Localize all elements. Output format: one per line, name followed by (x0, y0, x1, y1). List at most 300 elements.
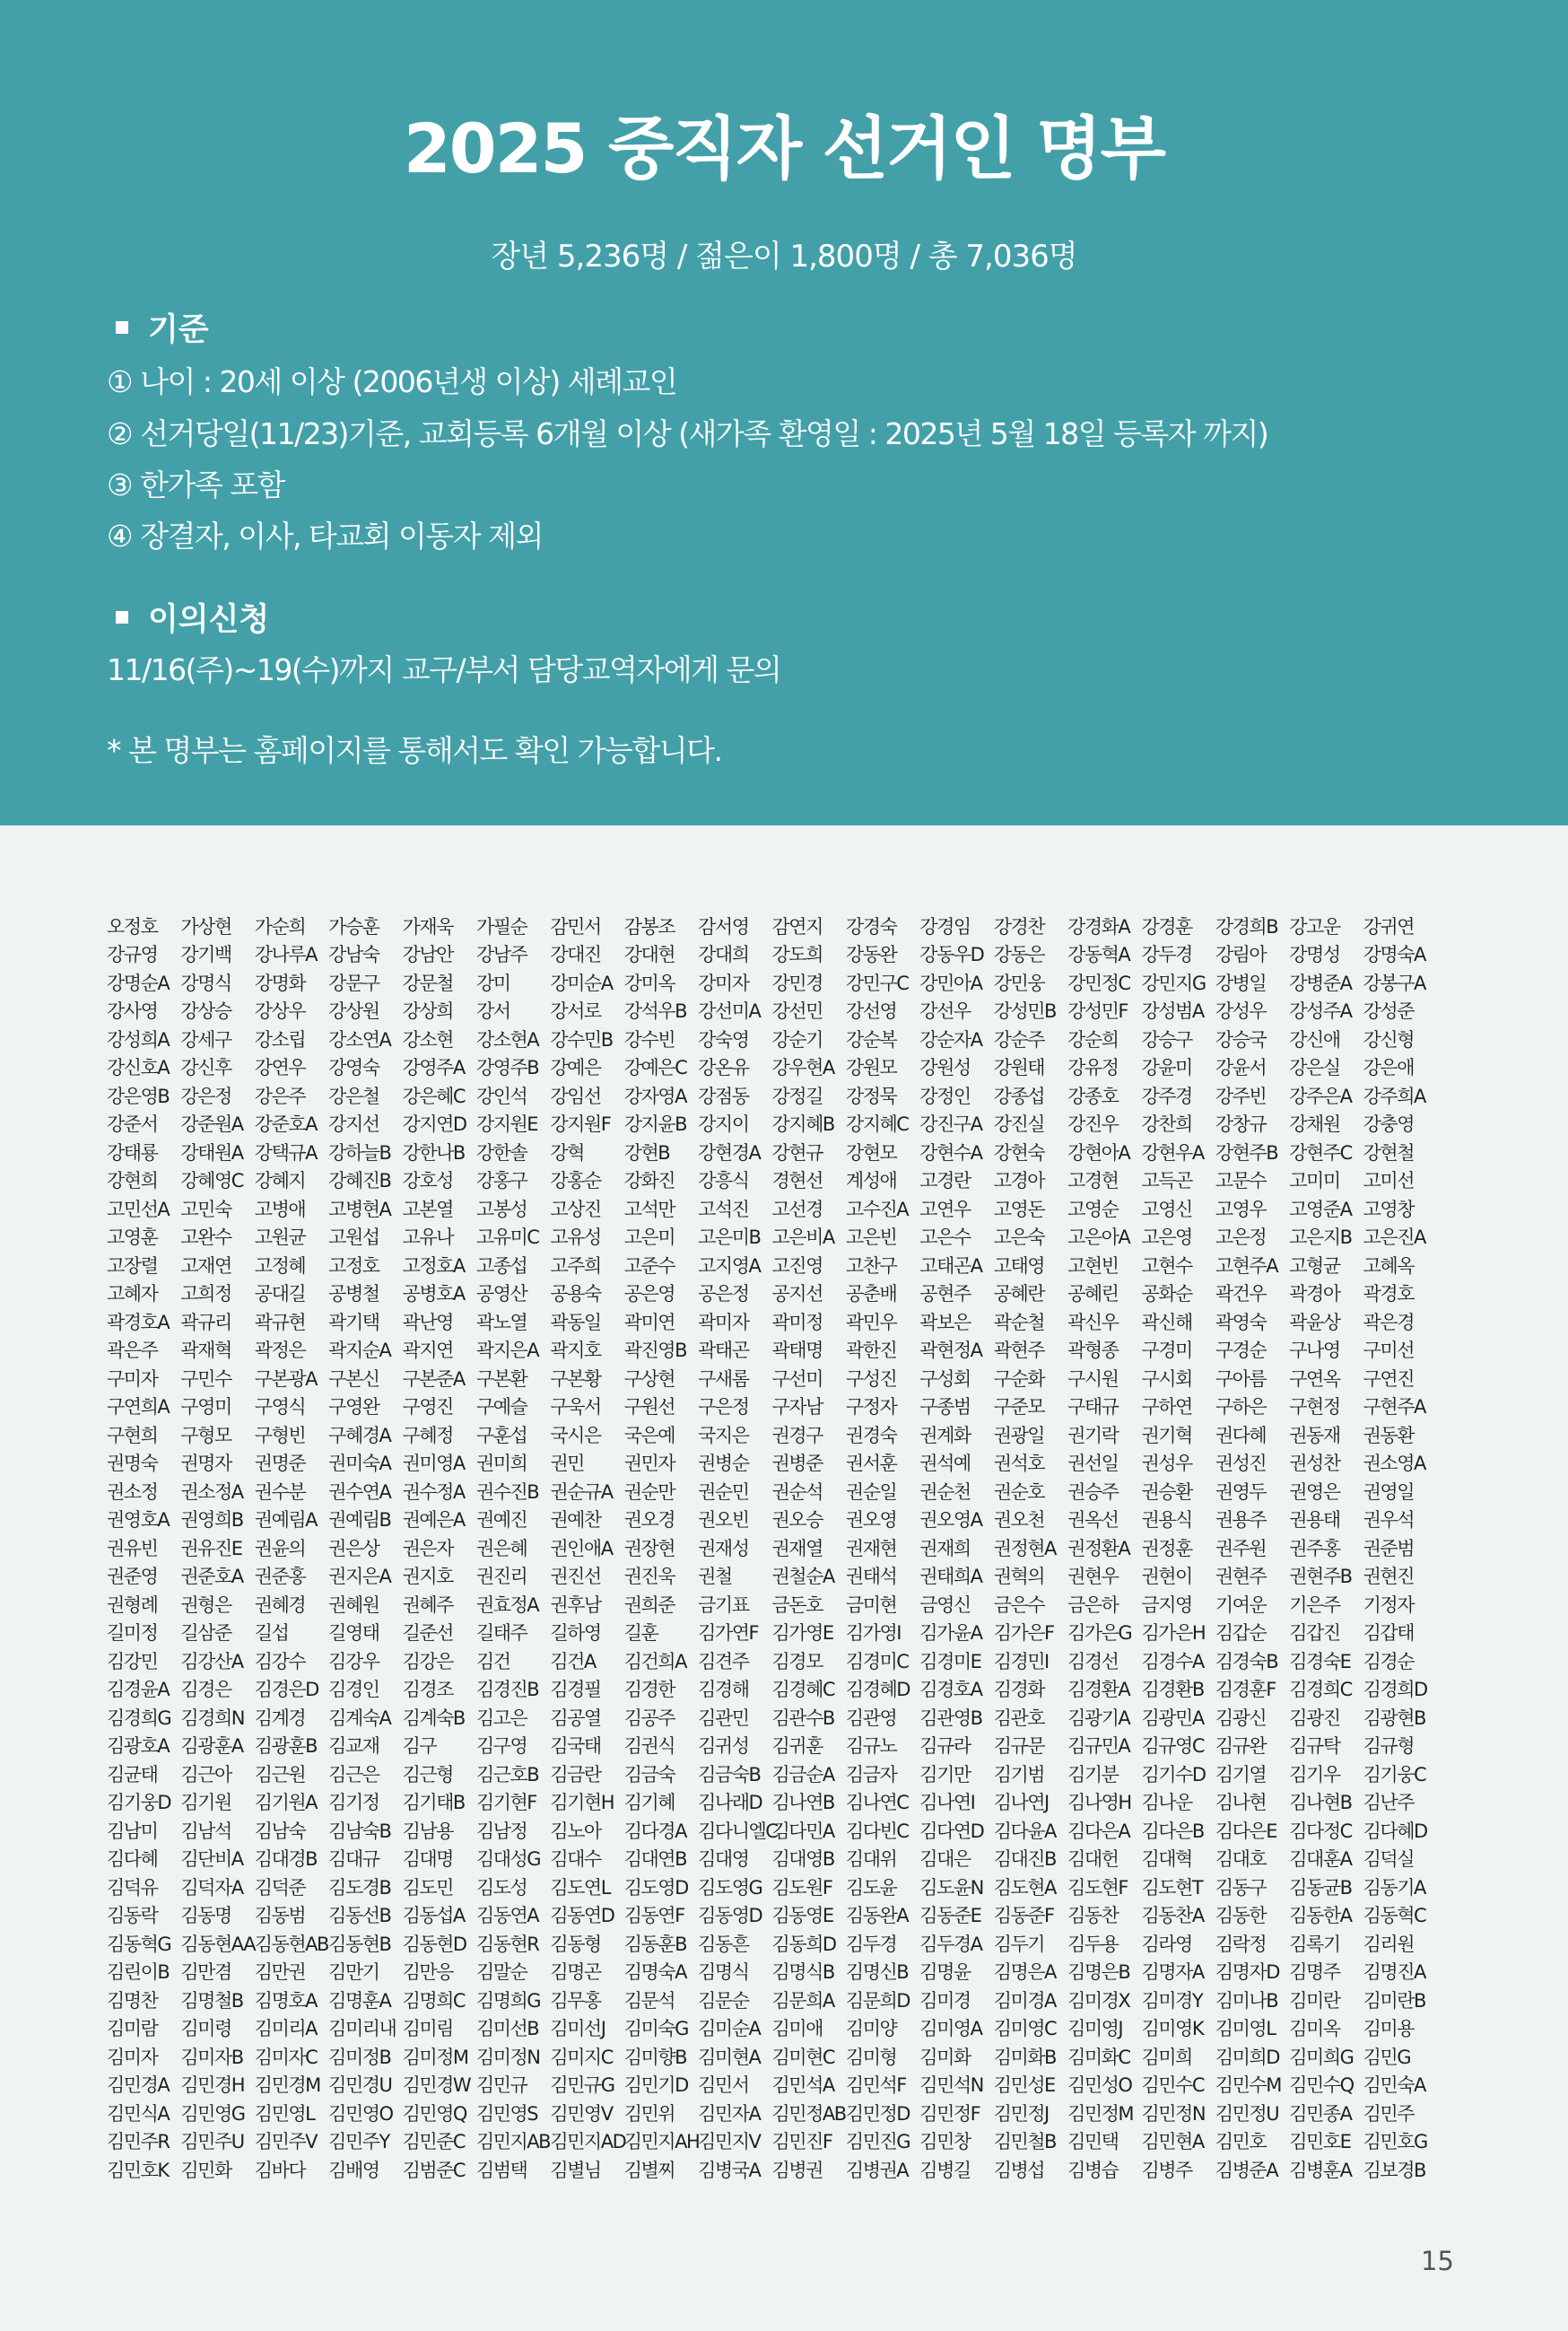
voter-name: 강준호A (254, 1113, 318, 1136)
name-row (107, 912, 1437, 940)
voter-name: 김남숙 (254, 1820, 306, 1842)
voter-name: 김미림 (402, 2018, 453, 2040)
voter-name: 김명희G (475, 1989, 541, 2012)
voter-name: 김남석 (180, 1820, 231, 1842)
voter-name: 김경민I (993, 1650, 1049, 1672)
voter-name: 김민성E (993, 2074, 1055, 2097)
voter-name-list (107, 912, 1437, 2184)
voter-name: 강승구 (1141, 1028, 1192, 1051)
voter-name: 김구영 (475, 1735, 527, 1758)
voter-name: 김경혜C (771, 1679, 835, 1701)
voter-name: 김록기 (1289, 1933, 1340, 1955)
voter-name: 김별찌 (623, 2159, 675, 2181)
voter-name: 강신후 (180, 1057, 231, 1079)
criteria-item-1: ① 나이 : 20세 이상 (2006년생 이상) 세례교인 (107, 364, 677, 399)
voter-name: 강두경 (1141, 944, 1192, 966)
voter-name: 강미순A (550, 972, 613, 994)
voter-name: 김금숙 (623, 1763, 675, 1785)
voter-name: 김가은G (1067, 1622, 1132, 1645)
voter-name: 구하은 (1215, 1396, 1267, 1419)
voter-name: 권동재 (1289, 1424, 1340, 1446)
voter-name: 김경조 (402, 1679, 453, 1701)
voter-name: 권현이 (1141, 1566, 1192, 1588)
name-row (107, 1675, 1437, 1704)
voter-name: 김민기D (623, 2074, 688, 2097)
voter-name: 강정묵 (845, 1085, 897, 1107)
voter-name: 김동락 (107, 1905, 158, 1927)
voter-name: 강은혜C (402, 1085, 466, 1107)
voter-name: 곽형종 (1067, 1340, 1119, 1362)
voter-name: 강경찬 (993, 915, 1045, 938)
voter-name: 구형모 (180, 1424, 231, 1446)
voter-name: 고은수 (919, 1227, 971, 1249)
voter-name: 권영일 (1363, 1480, 1414, 1503)
voter-name: 김대명 (402, 1848, 453, 1871)
voter-name: 김민준C (402, 2131, 466, 2153)
voter-name: 강은주 (254, 1085, 306, 1107)
voter-name: 권순석 (771, 1480, 823, 1503)
voter-name: 김교재 (328, 1735, 379, 1758)
voter-name: 김병길 (919, 2159, 971, 2181)
voter-name: 김명곤 (550, 1961, 601, 1984)
voter-name: 강주경 (1141, 1085, 1192, 1107)
voter-name: 강임선 (550, 1085, 601, 1107)
voter-name: 권수정A (402, 1480, 465, 1503)
voter-name: 구선미 (771, 1367, 823, 1390)
voter-name: 강동완 (845, 944, 897, 966)
voter-name: 강은철 (328, 1085, 379, 1107)
voter-name: 김나영H (1067, 1792, 1131, 1814)
voter-name: 김관수B (771, 1707, 834, 1729)
voter-name: 권미숙A (328, 1453, 391, 1475)
voter-name: 구준모 (993, 1396, 1045, 1419)
voter-name: 고영순 (1067, 1198, 1119, 1220)
voter-name: 강대희 (698, 944, 749, 966)
voter-name: 권병준 (771, 1453, 823, 1475)
voter-name: 권영두 (1215, 1480, 1267, 1503)
voter-name: 강기백 (180, 944, 231, 966)
voter-name: 고찬구 (845, 1254, 897, 1277)
voter-name: 곽순철 (993, 1311, 1045, 1333)
voter-name: 강호성 (402, 1170, 453, 1192)
voter-name: 김명호A (254, 1989, 318, 2012)
voter-name: 김근원 (254, 1763, 306, 1785)
voter-name: 강성우 (1215, 1000, 1267, 1023)
voter-name: 김민영L (254, 2102, 315, 2125)
voter-name: 김경해 (698, 1679, 749, 1701)
voter-name: 공용숙 (550, 1283, 601, 1305)
voter-name: 강명숙A (1363, 944, 1425, 966)
name-row (107, 1477, 1437, 1506)
voter-name: 김미화 (919, 2046, 971, 2068)
square-bullet-icon (116, 321, 128, 334)
name-row (107, 1336, 1437, 1365)
voter-name: 권혁의 (993, 1566, 1045, 1588)
voter-name: 계성애 (845, 1170, 897, 1192)
voter-name: 김다은A (1067, 1820, 1130, 1842)
voter-name: 강한솔 (475, 1141, 527, 1164)
criteria-item-2: ② 선거당일(11/23)기준, 교회등록 6개월 이상 (새가족 환영일 : 2025년 5월 18일 등록자 까지) (107, 416, 1268, 451)
voter-name: 고은정 (1215, 1227, 1267, 1249)
voter-name: 김건희A (623, 1650, 686, 1672)
voter-name: 김광기A (1067, 1707, 1130, 1729)
voter-name: 김민정F (919, 2102, 980, 2125)
voter-name: 김기웅D (107, 1792, 171, 1814)
voter-name: 고문수 (1215, 1170, 1267, 1192)
voter-name: 고현수 (1141, 1254, 1192, 1277)
voter-name: 김가은F (993, 1622, 1054, 1645)
voter-name: 김도연L (550, 1876, 610, 1899)
voter-name: 구미자 (107, 1367, 158, 1390)
voter-name: 구민수 (180, 1367, 231, 1390)
voter-name: 금영신 (919, 1593, 971, 1616)
voter-name: 권진선 (550, 1566, 601, 1588)
voter-name: 김규영C (1141, 1735, 1204, 1758)
voter-name: 권경구 (771, 1424, 823, 1446)
voter-name: 강도희 (771, 944, 823, 966)
voter-name: 김미정N (475, 2046, 540, 2068)
voter-name: 고병애 (254, 1198, 306, 1220)
voter-name: 김대경B (254, 1848, 318, 1871)
voter-name: 김미자B (180, 2046, 243, 2068)
voter-name: 김규문 (993, 1735, 1045, 1758)
voter-name: 곽경호 (1363, 1283, 1414, 1305)
voter-name: 김가연F (698, 1622, 759, 1645)
voter-name: 구영완 (328, 1396, 379, 1419)
homepage-note: * 본 명부는 홈페이지를 통해서도 확인 가능합니다. (107, 733, 722, 768)
voter-name: 강서로 (550, 1000, 601, 1023)
voter-name: 김무홍 (550, 1989, 601, 2012)
voter-name: 고형균 (1289, 1254, 1340, 1277)
voter-name: 권정환A (1067, 1537, 1130, 1559)
voter-name: 강민구C (845, 972, 909, 994)
voter-name: 김미경A (993, 1989, 1056, 2012)
voter-name: 김다연D (919, 1820, 984, 1842)
voter-name: 김민진G (845, 2131, 910, 2153)
voter-name: 권효정A (475, 1593, 539, 1616)
voter-name: 김경순 (1363, 1650, 1414, 1672)
voter-name: 강원성 (919, 1057, 971, 1079)
voter-name: 강홍구 (475, 1170, 527, 1192)
voter-name: 강상승 (180, 1000, 231, 1023)
voter-name: 김갑순 (1215, 1622, 1267, 1645)
voter-name: 권성진 (1215, 1453, 1267, 1475)
voter-name: 구종범 (919, 1396, 971, 1419)
voter-name: 강현주C (1289, 1141, 1352, 1164)
voter-name: 김다니엘C (698, 1820, 778, 1842)
voter-name: 권준홍 (254, 1566, 306, 1588)
voter-name: 강나루A (254, 944, 318, 966)
voter-name: 김나현 (1215, 1792, 1267, 1814)
voter-name: 고유미C (475, 1227, 539, 1249)
voter-name: 김명찬 (107, 1989, 158, 2012)
voter-name: 김대위 (845, 1848, 897, 1871)
voter-name: 가승훈 (328, 915, 379, 938)
voter-name: 권영호A (107, 1509, 170, 1532)
voter-name: 고득곤 (1141, 1170, 1192, 1192)
voter-name: 김민성O (1067, 2074, 1132, 2097)
name-row (107, 1703, 1437, 1732)
voter-name: 김병준A (1215, 2159, 1278, 2181)
voter-name: 김미향B (623, 2046, 686, 2068)
voter-name: 권소영A (1363, 1453, 1425, 1475)
voter-name: 김다정C (1289, 1820, 1352, 1842)
voter-name: 구은정 (698, 1396, 749, 1419)
voter-name: 권정현A (993, 1537, 1056, 1559)
voter-name: 김민G (1363, 2046, 1410, 2068)
voter-name: 김대헌 (1067, 1848, 1119, 1871)
voter-name: 공대길 (254, 1283, 306, 1305)
voter-name: 구상현 (623, 1367, 675, 1390)
voter-name: 강성준 (1363, 1000, 1414, 1023)
voter-name: 강순자A (919, 1028, 982, 1051)
voter-name: 권선일 (1067, 1453, 1119, 1475)
voter-name: 곽은경 (1363, 1311, 1414, 1333)
voter-name: 곽미연 (623, 1311, 675, 1333)
voter-name: 김경화 (993, 1679, 1045, 1701)
voter-name: 공지선 (771, 1283, 823, 1305)
voter-name: 고지영A (698, 1254, 761, 1277)
voter-name: 김도성 (475, 1876, 527, 1899)
voter-name: 권오영A (919, 1509, 982, 1532)
voter-name: 곽난영 (402, 1311, 453, 1333)
voter-name: 김경미E (919, 1650, 981, 1672)
voter-name: 김명훈A (328, 1989, 391, 2012)
voter-name: 강동은 (993, 944, 1045, 966)
voter-name: 김동명 (180, 1905, 231, 1927)
voter-name: 김라영 (1141, 1933, 1192, 1955)
voter-name: 권준호A (180, 1566, 243, 1588)
voter-name: 구현희 (107, 1424, 158, 1446)
voter-name: 곽태명 (771, 1340, 823, 1362)
voter-name: 고수진A (845, 1198, 909, 1220)
voter-name: 권지호 (402, 1566, 453, 1588)
voter-name: 곽규현 (254, 1311, 306, 1333)
voter-name: 금은하 (1067, 1593, 1119, 1616)
voter-name: 김병주 (1141, 2159, 1192, 2181)
voter-name: 강선우 (919, 1000, 971, 1023)
voter-name: 구시원 (1067, 1367, 1119, 1390)
voter-name: 김동현AB (254, 1933, 328, 1955)
voter-name: 김기태B (402, 1792, 465, 1814)
voter-name: 구영미 (180, 1396, 231, 1419)
voter-name: 가재욱 (402, 915, 453, 938)
voter-name: 공은정 (698, 1283, 749, 1305)
voter-name: 김나연I (919, 1792, 975, 1814)
voter-name: 김민철B (993, 2131, 1056, 2153)
voter-name: 구하연 (1141, 1396, 1192, 1419)
voter-name: 고종섭 (475, 1254, 527, 1277)
voter-name: 김동현D (402, 1933, 466, 1955)
voter-name: 권동환 (1363, 1424, 1414, 1446)
voter-name: 권현우 (1067, 1566, 1119, 1588)
voter-name: 고은진A (1363, 1227, 1425, 1249)
voter-name: 김가윤A (919, 1622, 982, 1645)
voter-name: 고현주A (1215, 1254, 1278, 1277)
voter-name: 김리원 (1363, 1933, 1414, 1955)
voter-name: 구미선 (1363, 1340, 1414, 1362)
voter-name: 김민주R (107, 2131, 170, 2153)
criteria-item-3: ③ 한가족 포함 (107, 467, 284, 502)
voter-name: 구순화 (993, 1367, 1045, 1390)
voter-name: 김나연B (771, 1792, 834, 1814)
voter-name: 길준선 (402, 1622, 453, 1645)
voter-name: 구형빈 (254, 1424, 306, 1446)
voter-name: 김다윤A (993, 1820, 1056, 1842)
voter-name: 김경환A (1067, 1679, 1130, 1701)
voter-name: 김명윤 (919, 1961, 971, 1984)
voter-name: 권혜경 (254, 1593, 306, 1616)
voter-name: 김갑태 (1363, 1622, 1414, 1645)
voter-name: 구자남 (771, 1396, 823, 1419)
voter-name: 구현주A (1363, 1396, 1425, 1419)
voter-count-summary: 장년 5,236명 / 젊은이 1,800명 / 총 7,036명 (491, 239, 1077, 275)
voter-name: 김미영A (919, 2018, 982, 2040)
voter-name: 강영주B (475, 1057, 539, 1079)
voter-name: 김도영G (698, 1876, 762, 1899)
voter-name: 강소연A (328, 1028, 391, 1051)
voter-name: 고영우 (1215, 1198, 1267, 1220)
voter-name: 김미자 (107, 2046, 158, 2068)
voter-name: 김범준C (402, 2159, 466, 2181)
name-row (107, 1986, 1437, 2014)
voter-name: 감연지 (771, 915, 823, 938)
voter-name: 권미희 (475, 1453, 527, 1475)
voter-name: 강찬희 (1141, 1113, 1192, 1136)
voter-name: 강태룡 (107, 1141, 158, 1164)
voter-name: 권승환 (1141, 1480, 1192, 1503)
voter-name: 김귀성 (698, 1735, 749, 1758)
voter-name: 김미령 (180, 2018, 231, 2040)
voter-name: 강남숙 (328, 944, 379, 966)
voter-name: 강경숙 (845, 915, 897, 938)
voter-name: 구아름 (1215, 1367, 1267, 1390)
voter-name: 김미선J (550, 2018, 605, 2040)
voter-name: 김경숙B (1215, 1650, 1278, 1672)
voter-name: 강지혜C (845, 1113, 909, 1136)
voter-name: 김민호 (1215, 2131, 1267, 2153)
name-row (107, 1025, 1437, 1053)
voter-name: 김병섭 (993, 2159, 1045, 2181)
voter-name: 강선미A (698, 1000, 761, 1023)
voter-name: 김미경 (919, 1989, 971, 2012)
voter-name: 김병권 (771, 2159, 823, 2181)
voter-name: 고영돈 (993, 1198, 1045, 1220)
voter-name: 김미애 (771, 2018, 823, 2040)
voter-name: 권예찬 (550, 1509, 601, 1532)
voter-name: 김병권A (845, 2159, 909, 2181)
voter-name: 고영창 (1363, 1198, 1414, 1220)
voter-name: 김광훈B (254, 1735, 318, 1758)
voter-name: 권승주 (1067, 1480, 1119, 1503)
voter-name: 김도영D (623, 1876, 688, 1899)
voter-name: 김광현B (1363, 1707, 1425, 1729)
voter-name: 김금순A (771, 1763, 834, 1785)
voter-name: 김경수A (1141, 1650, 1204, 1672)
voter-name: 강명순A (107, 972, 170, 994)
voter-name: 김동흔 (698, 1933, 749, 1955)
voter-name: 가필순 (475, 915, 527, 938)
voter-name: 김경진B (475, 1679, 539, 1701)
voter-name: 김기우 (1289, 1763, 1340, 1785)
name-row (107, 1873, 1437, 1901)
voter-name: 권장현 (623, 1537, 675, 1559)
voter-name: 구성진 (845, 1367, 897, 1390)
voter-name: 구본준A (402, 1367, 465, 1390)
voter-name: 권영은 (1289, 1480, 1340, 1503)
voter-name: 강현철 (1363, 1141, 1414, 1164)
voter-name: 국시은 (550, 1424, 601, 1446)
name-row (107, 1619, 1437, 1647)
voter-name: 김민경U (328, 2074, 392, 2097)
name-row (107, 1392, 1437, 1421)
voter-name: 김민영G (180, 2102, 245, 2125)
voter-name: 강림아 (1215, 944, 1267, 966)
name-row (107, 1759, 1437, 1788)
square-bullet-icon (116, 611, 128, 624)
voter-name: 강수빈 (623, 1028, 675, 1051)
voter-name: 권순천 (919, 1480, 971, 1503)
voter-name: 구본신 (328, 1367, 379, 1390)
name-row (107, 997, 1437, 1026)
voter-name: 강성민B (993, 1000, 1056, 1023)
voter-name: 김도경B (328, 1876, 391, 1899)
voter-name: 구연옥 (1289, 1367, 1340, 1390)
voter-name: 김동희D (771, 1933, 836, 1955)
voter-name: 고영훈 (107, 1227, 158, 1249)
voter-name: 김미순A (698, 2018, 761, 2040)
voter-name: 김경희D (1363, 1679, 1427, 1701)
voter-name: 강준서 (107, 1113, 158, 1136)
voter-name: 권은상 (328, 1537, 379, 1559)
voter-name: 김국태 (550, 1735, 601, 1758)
voter-name: 김규완 (1215, 1735, 1267, 1758)
voter-name: 김갑진 (1289, 1622, 1340, 1645)
voter-name: 김미옥 (1289, 2018, 1340, 2040)
voter-name: 김문석 (623, 1989, 675, 2012)
voter-name: 김덕유 (107, 1876, 158, 1899)
voter-name: 김동섭A (402, 1905, 465, 1927)
voter-name: 권소정A (180, 1480, 243, 1503)
voter-name: 김미리A (254, 2018, 318, 2040)
voter-name: 김미영K (1141, 2018, 1204, 2040)
voter-name: 김다은B (1141, 1820, 1204, 1842)
voter-name: 김민영S (475, 2102, 538, 2125)
voter-name: 구연진 (1363, 1367, 1414, 1390)
voter-name: 구원선 (623, 1396, 675, 1419)
voter-name: 권수연A (328, 1480, 391, 1503)
voter-name: 구혜정 (402, 1424, 453, 1446)
voter-name: 김두용 (1067, 1933, 1119, 1955)
voter-name: 길미정 (107, 1622, 158, 1645)
voter-name: 김경희N (180, 1707, 244, 1729)
voter-name: 곽신우 (1067, 1311, 1119, 1333)
voter-name: 강흥식 (698, 1170, 749, 1192)
name-row (107, 1223, 1437, 1252)
voter-name: 김노아 (550, 1820, 601, 1842)
voter-name: 김민경M (254, 2074, 320, 2097)
voter-name: 김병훈A (1289, 2159, 1352, 2181)
voter-name: 김귀훈 (771, 1735, 823, 1758)
voter-name: 강대진 (550, 944, 601, 966)
voter-name: 강경임 (919, 915, 971, 938)
voter-name: 감서영 (698, 915, 749, 938)
voter-name: 김대은 (919, 1848, 971, 1871)
objection-text: 11/16(주)~19(수)까지 교구/부서 담당교역자에게 문의 (107, 652, 781, 687)
voter-name: 권용태 (1289, 1509, 1340, 1532)
voter-name: 권명준 (254, 1453, 306, 1475)
voter-name: 강미옥 (623, 972, 675, 994)
